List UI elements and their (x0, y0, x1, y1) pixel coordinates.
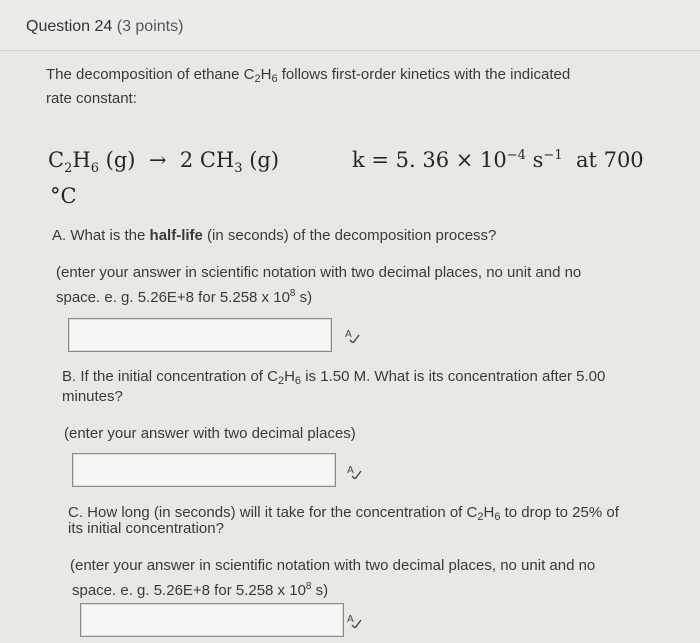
spellcheck-icon[interactable] (346, 612, 362, 628)
spellcheck-icon[interactable] (344, 327, 360, 343)
spellcheck-icon[interactable] (346, 463, 362, 479)
part-c-hint-line-2: space. e. g. 5.26E+8 for 5.258 x $10^8$ s) (72, 581, 329, 599)
part-c-question-line-2: its initial concentration? (68, 520, 224, 537)
reaction-arrow: → (148, 148, 167, 172)
part-a-hint-line-1: (enter your answer in scientific notation with two decimal places, no unit and no (56, 264, 582, 281)
intro-line-1: The decomposition of ethane $C_2H_6$ follows first-order kinetics with the indicated (46, 66, 571, 85)
part-b-question: B. If the initial concentration of $C_2H_6$ is 1.50 M. What is its concentration after 5.00 (62, 368, 606, 387)
question-number: Question 24 (26, 18, 113, 35)
part-b-question-line-2: minutes? (62, 388, 123, 405)
part-a-answer-input[interactable] (68, 318, 332, 352)
svg-text:A: A (345, 329, 352, 340)
temperature-unit: °C (50, 184, 77, 208)
intro-line-2: rate constant: (46, 90, 137, 107)
svg-text:A: A (347, 614, 354, 625)
svg-text:A: A (347, 465, 354, 476)
part-b-hint: (enter your answer with two decimal places) (64, 425, 356, 442)
question-points: (3 points) (116, 18, 184, 35)
rate-constant: k = 5. $36 \times 10^{-4}$ $s^{-1}$ at 700 (352, 148, 644, 172)
part-c-answer-input[interactable] (80, 603, 344, 637)
part-c-question: C. How long (in seconds) will it take for the concentration of $C_2H_6$ to drop to 25% of (68, 504, 619, 523)
part-b-answer-input[interactable] (72, 453, 336, 487)
part-a-hint-line-2: space. e. g. 5.26E+8 for 5.258 x $10^8$ s) (56, 288, 313, 306)
question-header (0, 0, 700, 51)
reaction-equation: $C_2H_6$ (g) → 2 $CH_3$ (g) (48, 148, 280, 177)
question-title (26, 18, 183, 36)
part-c-hint-line-1: (enter your answer in scientific notation with two decimal places, no unit and no (70, 557, 596, 574)
part-a-question: A. What is the half-life (in seconds) of the decomposition process? (52, 227, 497, 244)
